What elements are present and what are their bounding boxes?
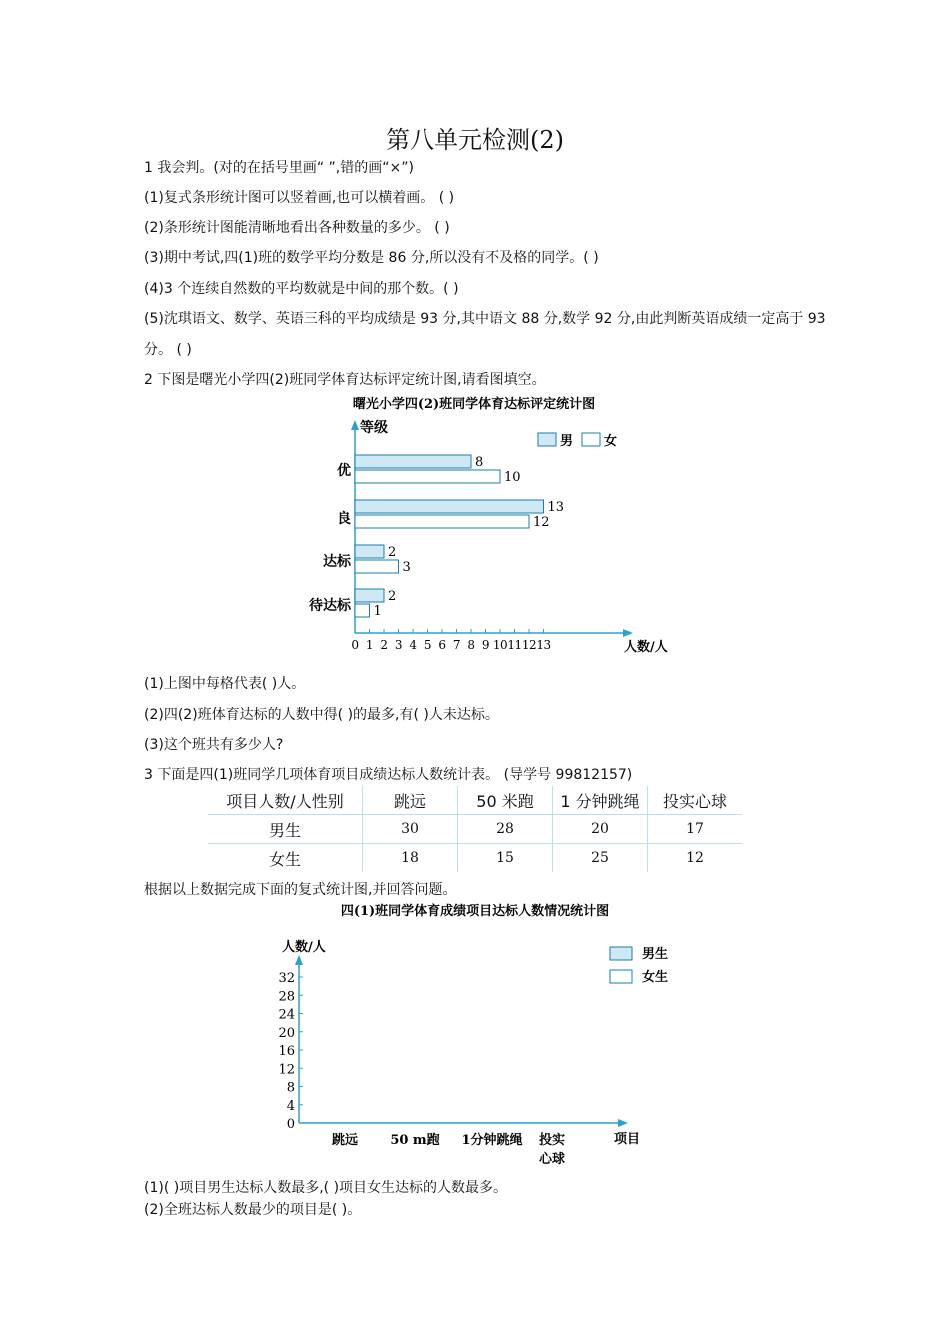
bar-female: [355, 470, 500, 483]
bar-value-label: 12: [533, 515, 550, 530]
chart2-y-tick-label: 20: [278, 1025, 295, 1041]
chart1-marks: [355, 455, 564, 619]
chart1-category-label: 良: [337, 511, 351, 527]
table-cell: 30: [363, 815, 458, 844]
chart2-y-tick-label: 12: [278, 1062, 295, 1078]
legend-female-label: 女: [604, 434, 618, 449]
chart2-category-label: [539, 1132, 565, 1167]
chart1-category-label: 达标: [323, 554, 351, 570]
chart2-category-line: 50 m跑: [390, 1133, 440, 1148]
table-cell: 男生: [208, 815, 363, 844]
chart2-y-tick-label: 8: [286, 1080, 295, 1096]
judge-item-5-cont: 分。 ( ): [144, 342, 192, 358]
chart2-ylabel: 人数/人: [282, 940, 326, 955]
chart1-x-tick-label: 3: [394, 638, 403, 652]
chart2-y-tick-label: 32: [278, 971, 295, 986]
chart2-category-line: 投实: [538, 1133, 566, 1148]
chart1-x-tick-label: 10: [492, 638, 508, 652]
chart2-y-tick-label: 28: [278, 989, 295, 1005]
chart1-x-tick-label: 2: [380, 638, 388, 652]
table-header-cell: 投实心球: [648, 786, 743, 815]
bar-female: [355, 560, 399, 573]
bar-value-label: 2: [388, 545, 397, 560]
bar-male: [355, 500, 544, 513]
chart1-x-tick-label: 4: [409, 638, 417, 652]
chart1-x-tick-label: 12: [521, 638, 537, 652]
chart2-legend: [610, 946, 668, 985]
table-cell: 17: [648, 815, 743, 844]
chart1-category-label: 待达标: [309, 598, 351, 614]
table-cell: 12: [686, 850, 704, 866]
chart2-xlabel: 项目: [614, 1132, 641, 1147]
chart1-x-tick-label: 1: [365, 638, 374, 652]
bar-value-label: 8: [475, 455, 484, 470]
chart2-y-tick-label: 4: [286, 1098, 295, 1114]
chart1-x-tick-label: 6: [438, 638, 446, 652]
bar-female: [355, 604, 370, 617]
chart1-xlabel: 人数/人: [624, 640, 668, 655]
chart1-x-arrow: [623, 629, 633, 637]
table-cell: 18: [363, 844, 458, 873]
table-cell: 女生: [208, 844, 363, 873]
chart2-y-tick-label: 16: [278, 1044, 295, 1059]
table-row: [208, 844, 742, 873]
table-header-row: [208, 786, 742, 815]
s2-question-1: (1)上图中每格代表( )人。: [144, 676, 306, 692]
s3-question-2: (2)全班达标人数最少的项目是( )。: [144, 1202, 362, 1218]
chart2-category-label: [461, 1132, 522, 1148]
judge-item-5: (5)沈琪语文、数学、英语三科的平均成绩是 93 分,其中语文 88 分,数学 92 分,由此判断英语成绩一定高于 93: [144, 311, 826, 327]
judge-item-1: (1)复式条形统计图可以竖着画,也可以横着画。 ( ): [144, 190, 455, 206]
chart1-y-arrow: [351, 420, 359, 430]
chart2-axes: [278, 955, 628, 1167]
chart1-x-tick-label: 0: [351, 638, 359, 652]
table-row: [208, 815, 742, 844]
chart2-x-arrow: [618, 1119, 628, 1127]
chart2-title: 四(1)班同学体育成绩项目达标人数情况统计图: [340, 904, 610, 919]
chart2-category-line: 跳远: [331, 1133, 359, 1148]
judge-item-2: (2)条形统计图能清晰地看出各种数量的多少。 ( ): [144, 220, 450, 236]
table-cell: 28: [458, 815, 553, 844]
legend-girl-label: 女生: [642, 970, 669, 985]
bar-male: [355, 455, 471, 468]
section2-header: 2 下图是曙光小学四(2)班同学体育达标评定统计图,请看图填空。: [144, 372, 546, 388]
judge-item-3: (3)期中考试,四(1)班的数学平均分数是 86 分,所以没有不及格的同学。( ): [144, 250, 599, 266]
bar-male: [355, 589, 384, 602]
section1-header: 1 我会判。(对的在括号里画“ ”,错的画“×”): [144, 160, 414, 176]
table-header-cell: 跳远: [363, 786, 458, 815]
chart2-category-label: [390, 1132, 439, 1148]
legend-boy-label: 男生: [642, 947, 669, 962]
legend-boy-swatch: [610, 947, 632, 960]
grade-bar-chart: [280, 390, 670, 658]
table-header-cell: 50 米跑: [458, 786, 553, 815]
chart2-category-label: [331, 1132, 358, 1148]
legend-female-swatch: [582, 433, 600, 446]
bar-value-label: 13: [547, 500, 565, 515]
chart1-category-label: 优: [337, 463, 351, 479]
chart1-x-tick-label: 11: [507, 638, 522, 652]
chart1-title: 曙光小学四(2)班同学体育达标评定统计图: [352, 397, 596, 412]
table-cell: 20: [553, 815, 648, 844]
chart2-y-tick-label: 0: [286, 1117, 295, 1132]
table-cell: 15: [458, 844, 553, 873]
chart1-x-tick-label: 5: [423, 638, 432, 652]
chart1-x-tick-label: 8: [467, 638, 475, 652]
s2-question-2: (2)四(2)班体育达标的人数中得( )的最多,有( )人未达标。: [144, 707, 499, 723]
page-title: 第八单元检测(2): [386, 126, 564, 154]
s2-question-3: (3)这个班共有多少人?: [144, 737, 284, 753]
bar-female: [355, 515, 529, 528]
chart1-ylabel: 等级: [360, 420, 388, 436]
chart1-x-tick-label: 7: [452, 638, 461, 652]
judge-item-4: (4)3 个连续自然数的平均数就是中间的那个数。( ): [144, 281, 459, 297]
chart2-category-line: 1分钟跳绳: [461, 1133, 523, 1148]
section3-instruction: 根据以上数据完成下面的复式统计图,并回答问题。: [144, 882, 457, 898]
chart1-x-tick-label: 9: [481, 638, 490, 652]
bar-value-label: 3: [402, 560, 411, 575]
table-header-cell: 1 分钟跳绳: [553, 786, 648, 815]
bar-value-label: 10: [504, 470, 521, 485]
s3-question-1: (1)( )项目男生达标人数最多,( )项目女生达标的人数最多。: [144, 1180, 508, 1196]
bar-value-label: 2: [388, 589, 397, 604]
legend-male-label: 男: [560, 434, 574, 449]
table-cell: 25: [553, 844, 648, 873]
legend-male-swatch: [538, 433, 556, 446]
bar-male: [355, 545, 384, 558]
legend-girl-swatch: [610, 970, 632, 983]
chart1-legend: [538, 433, 617, 449]
pe-items-bar-chart: [270, 897, 690, 1167]
pe-stats-table: [208, 786, 742, 872]
chart2-category-line: 心球: [538, 1152, 566, 1167]
chart1-x-tick-label: 13: [536, 638, 551, 652]
section3-header: 3 下面是四(1)班同学几项体育项目成绩达标人数统计表。 (导学号 99812157): [144, 767, 633, 783]
table-header-cell: 项目人数/人性别: [208, 786, 363, 815]
chart2-y-tick-label: 24: [278, 1007, 295, 1023]
bar-value-label: 1: [373, 604, 382, 619]
chart2-y-arrow: [295, 955, 303, 965]
